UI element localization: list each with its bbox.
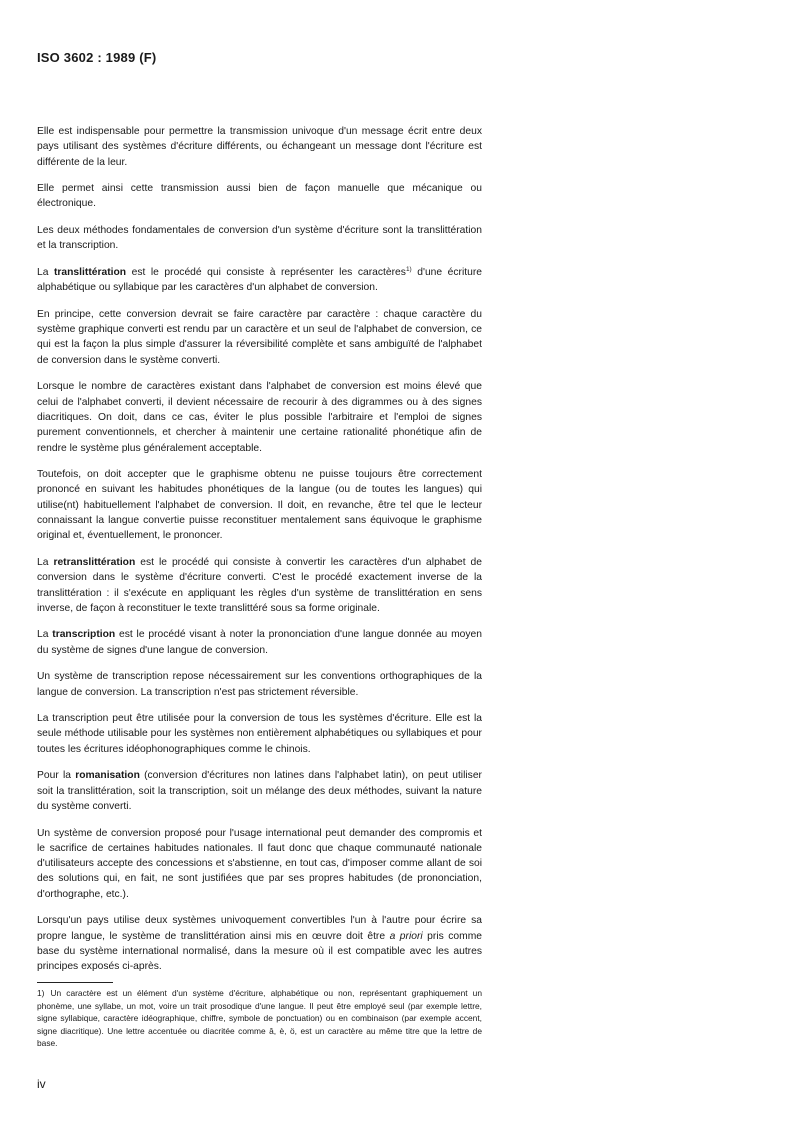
term-transcription: transcription (52, 629, 116, 641)
paragraph: Elle permet ainsi cette transmission aussi bien de façon manuelle que mécanique ou électronique. (37, 183, 482, 210)
paragraph: En principe, cette conversion devrait se faire caractère par caractère : chaque caractère du système graphique converti est rendu par un caractère et un seul de l'alphabet de conversion, ce qui est la façon la plus simple d'assurer la réversibilité complète et sans ambiguïté de l'alphabet de conversion dans le système converti. (37, 308, 482, 366)
paragraph-romanisation: Pour la romanisation (conversion d'écritures non latines dans l'alphabet latin), on peut utiliser soit la translittération, soit la transcription, soit un mélange des deux méthodes, suivant la nature du système converti. (37, 770, 482, 812)
document-header: ISO 3602 : 1989 (F) (37, 50, 157, 65)
footnote (37, 987, 482, 1050)
footnote-number: 1) (37, 988, 45, 998)
paragraph: Toutefois, on doit accepter que le graphisme obtenu ne puisse toujours être correctement prononcé en suivant les habitudes phonétiques de la langue (ou de toutes les langues) qui utilise(nt) habituellement l'alphabet de conversion. Il doit, en revanche, être tel que le lecteur connaissant la langue convertie puisse reconstituer mentalement sans équivoque le graphisme original et, éventuellement, le prononcer. (37, 469, 482, 542)
term-retranslitteration: retranslittération (53, 556, 136, 568)
term-translitteration: translittération (53, 266, 127, 278)
footnote-text: Un caractère est un élément d'un système d'écriture, alphabétique ou non, représentant graphiquement un phonème, une syllabe, un mot, voire un trait prosodique d'une langue. Il peut être employé seul (par exemple lettre, signe syllabique, caractère idéographique, chiffre, symbole de ponctuation) ou en combinaison (par exemple accent, signe diacritique). Une lettre accentuée ou diacritée comme â, è, ö, est un caractère au même titre que la lettre de base. (37, 988, 482, 1049)
footnote-reference: 1) (405, 265, 412, 273)
paragraph: Les deux méthodes fondamentales de conversion d'un système d'écriture sont la translittération et la transcription. (37, 225, 482, 252)
paragraph: Un système de transcription repose nécessairement sur les conventions orthographiques de la langue de conversion. La transcription n'est pas strictement réversible. (37, 671, 482, 698)
term-romanisation: romanisation (75, 770, 140, 782)
page-number: iv (37, 1077, 46, 1091)
paragraph-transcription: La transcription est le procédé visant à noter la prononciation d'une langue donnée au moyen du système de signes d'une langue de conversion. (37, 629, 482, 656)
paragraph-translitteration: La translittération est le procédé qui consiste à représenter les caractères$^{1)}$ d'une écriture alphabétique ou syllabique par les caractères d'un alphabet de conversion. (37, 265, 482, 294)
paragraph: Elle est indispensable pour permettre la transmission univoque d'un message écrit entre deux pays utilisant des systèmes d'écriture différents, ou échangeant un message dont l'écriture est différente de la leur. (37, 126, 482, 168)
paragraph-retranslitteration: La retranslittération est le procédé qui consiste à convertir les caractères d'un alphabet de conversion dans le système d'écriture converti. C'est le procédé exactement inverse de la translittération : il s'exécute en appliquant les règles d'un système de translittération en sens inverse, de façon à reconstituer le texte translittéré sous sa forme originale. (37, 556, 482, 614)
body-text (37, 124, 482, 986)
paragraph: La transcription peut être utilisée pour la conversion de tous les systèmes d'écriture. Elle est la seule méthode utilisable pour les systèmes non entièrement alphabétiques ou syllabiques et pour toutes les écritures idéophonographiques comme le chinois. (37, 713, 482, 755)
italic-a-priori: a priori (389, 930, 423, 942)
footnote-divider (37, 982, 113, 983)
paragraph-a-priori: Lorsqu'un pays utilise deux systèmes univoquement convertibles l'un à l'autre pour écrire sa propre langue, le système de translittération ainsi mis en œuvre doit être a priori pris comme base du système international normalisé, dans la mesure où il est compatible avec les autres principes exposés ci-après. (37, 915, 483, 973)
paragraph: Un système de conversion proposé pour l'usage international peut demander des compromis et le sacrifice de certaines habitudes nationales. Il faut donc que chaque communauté nationale d'utilisateurs accepte des concessions et s'abstienne, en tout cas, d'imposer comme allant de soi des solutions qui, en fait, ne sont justifiées que par ses propres habitudes (de prononciation, d'orthographe, etc.). (37, 827, 482, 900)
paragraph: Lorsque le nombre de caractères existant dans l'alphabet de conversion est moins élevé que celui de l'alphabet converti, il devient nécessaire de recourir à des digrammes ou à des signes diacritiques. On doit, dans ce cas, éviter le plus possible l'arbitraire et l'emploi de signes purement conventionnels, et chercher à maintenir une certaine rationalité phonétique afin de rendre le système plus généralement acceptable. (37, 381, 482, 454)
